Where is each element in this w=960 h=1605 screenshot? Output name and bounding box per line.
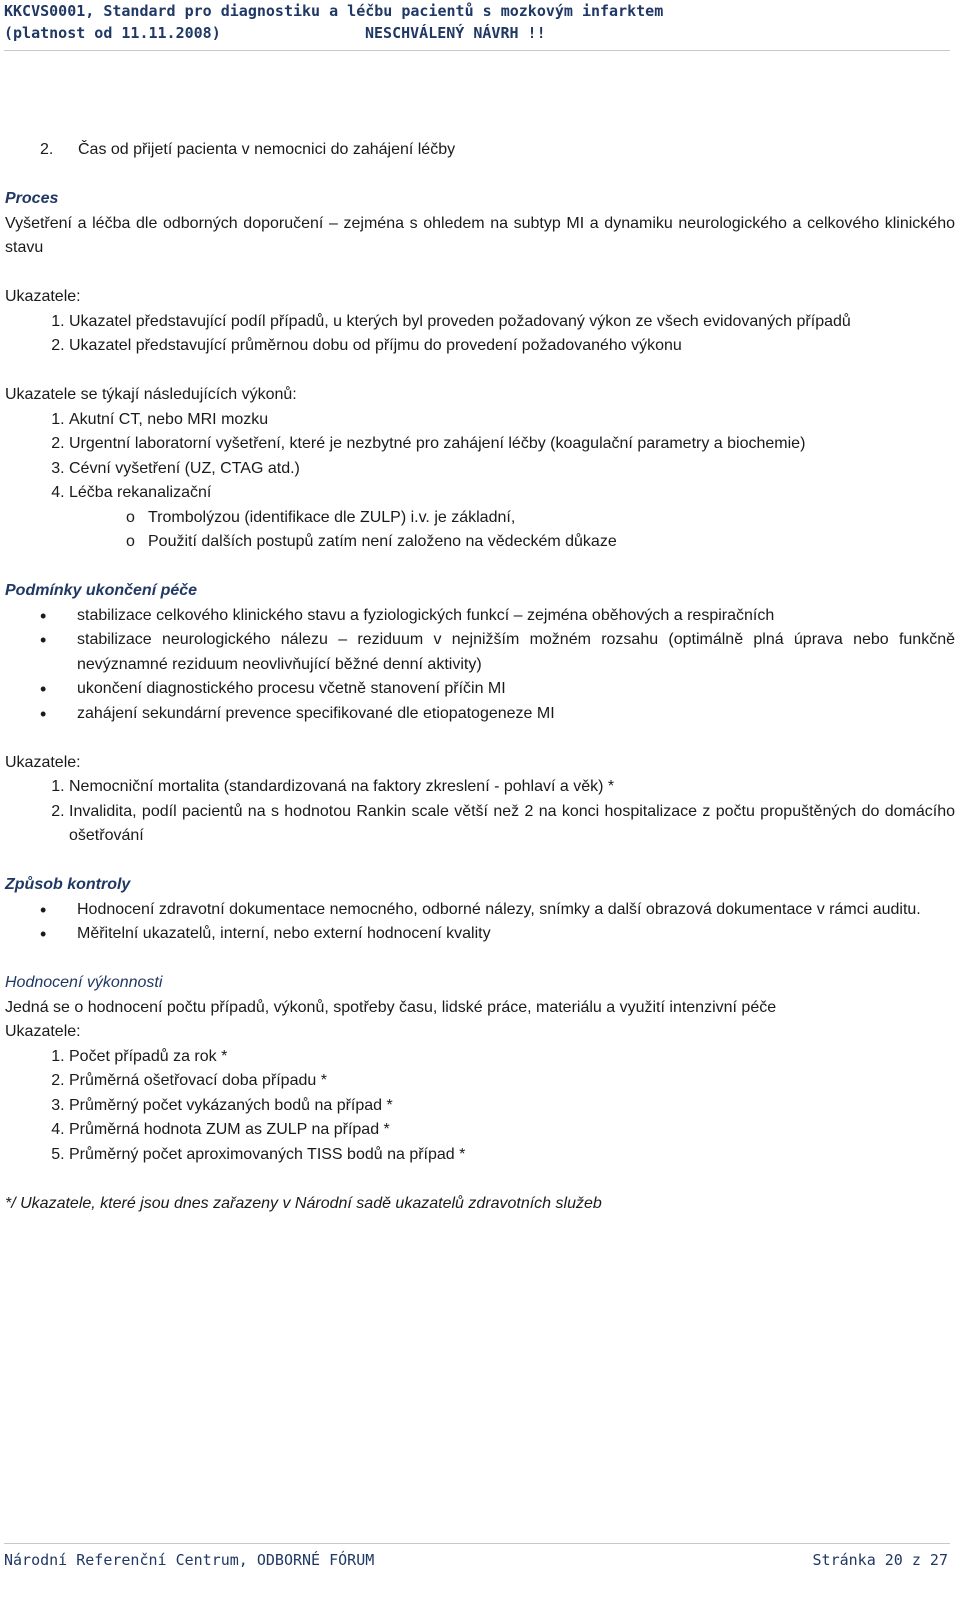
footnote: */ Ukazatele, které jsou dnes zařazeny v Národní sadě ukazatelů zdravotních služeb [5, 1194, 602, 1212]
footer-organization: Národní Referenční Centrum, ODBORNÉ FÓRUM [4, 1551, 375, 1569]
vykony-label: Ukazatele se týkají následujících výkonů: [5, 386, 297, 403]
list-item: o Použití dalších postupů zatím není založeno na vědeckém důkaze [148, 530, 955, 555]
ukazatele-list-2 [5, 775, 955, 849]
list-item: 2. Invalidita, podíl pacientů na s hodnotou Rankin scale větší než 2 na konci hospitalizace z počtu propuštěných do domácího ošetřování [69, 800, 955, 849]
list-item: 1. Nemocniční mortalita (standardizovaná na faktory zkreslení - pohlaví a věk) * [69, 775, 955, 800]
list-item: 4. Průměrná hodnota ZUM as ZULP na případ * [69, 1118, 955, 1143]
ukazatele-label-3: Ukazatele: [5, 1023, 81, 1040]
vykonnost-list [5, 1045, 955, 1168]
list-item: • Měřitelní ukazatelů, interní, nebo externí hodnocení kvality [77, 922, 955, 947]
rekanalizace-sublist [5, 506, 955, 555]
list-item: 2. Urgentní laboratorní vyšetření, které je nezbytné pro zahájení léčby (koagulační parametry a biochemie) [69, 432, 955, 457]
list-item: 1. Ukazatel představující podíl případů, u kterých byl proveden požadovaný výkon ze všech evidovaných případů [69, 310, 955, 335]
podminky-heading: Podmínky ukončení péče [5, 582, 198, 599]
ukazatele-list-1 [5, 310, 955, 359]
podminky-list [5, 604, 955, 727]
section-heading [5, 138, 955, 163]
section-number: 2. [40, 141, 54, 158]
proces-text: Vyšetření a léčba dle odborných doporučení – zejména s ohledem na subtyp MI a dynamiku neurologického a celkového klinického stavu [5, 214, 955, 256]
section-title: Čas od přijetí pacienta v nemocnici do zahájení léčby [78, 141, 456, 158]
kontrola-heading: Způsob kontroly [5, 876, 131, 893]
list-item: • ukončení diagnostického procesu včetně stanovení příčin MI [77, 677, 955, 702]
page-footer [4, 1543, 950, 1573]
list-item: • stabilizace neurologického nálezu – reziduum v nejnižším možném rozsahu (optimálně plná úprava nebo funkčně nevýznamné reziduum neovlivňující běžné denní aktivity) [77, 628, 955, 677]
list-item: o Trombolýzou (identifikace dle ZULP) i.v. je základní, [148, 506, 955, 531]
header-title: KKCVS0001, Standard pro diagnostiku a léčbu pacientů s mozkovým infarktem [4, 2, 664, 20]
proces-heading: Proces [5, 190, 59, 207]
list-item: • stabilizace celkového klinického stavu a fyziologických funkcí – zejména oběhových a respiračních [77, 604, 955, 629]
kontrola-list [5, 898, 955, 947]
list-item: 1. Akutní CT, nebo MRI mozku [69, 408, 955, 433]
document-body [5, 138, 955, 1216]
list-item: 3. Průměrný počet vykázaných bodů na případ * [69, 1094, 955, 1119]
list-item: 3. Cévní vyšetření (UZ, CTAG atd.) [69, 457, 955, 482]
page-header [4, 0, 950, 51]
vykonnost-text: Jedná se o hodnocení počtu případů, výkonů, spotřeby času, lidské práce, materiálu a využití intenzivní péče [5, 998, 777, 1016]
list-item: • Hodnocení zdravotní dokumentace nemocného, odborné nálezy, snímky a další obrazová dokumentace v rámci auditu. [77, 898, 955, 923]
header-draft-notice: NESCHVÁLENÝ NÁVRH !! [365, 24, 546, 42]
ukazatele-label-2: Ukazatele: [5, 753, 81, 771]
page-number: Stránka 20 z 27 [812, 1551, 948, 1569]
list-item: 2. Průměrná ošetřovací doba případu * [69, 1069, 955, 1094]
list-item: • zahájení sekundární prevence specifikované dle etiopatogeneze MI [77, 702, 955, 727]
list-item: 1. Počet případů za rok * [69, 1045, 955, 1070]
list-item: 5. Průměrný počet aproximovaných TISS bodů na případ * [69, 1143, 955, 1168]
vykonnost-heading: Hodnocení výkonnosti [5, 974, 163, 991]
header-validity: (platnost od 11.11.2008) [4, 24, 221, 42]
vykony-list [5, 408, 955, 506]
header-subtitle-row [4, 22, 950, 44]
footer-row [4, 1544, 950, 1573]
list-item: 2. Ukazatel představující průměrnou dobu od příjmu do provedení požadovaného výkonu [69, 334, 955, 359]
list-item: 4. Léčba rekanalizační [69, 481, 955, 506]
ukazatele-label-1: Ukazatele: [5, 288, 81, 305]
